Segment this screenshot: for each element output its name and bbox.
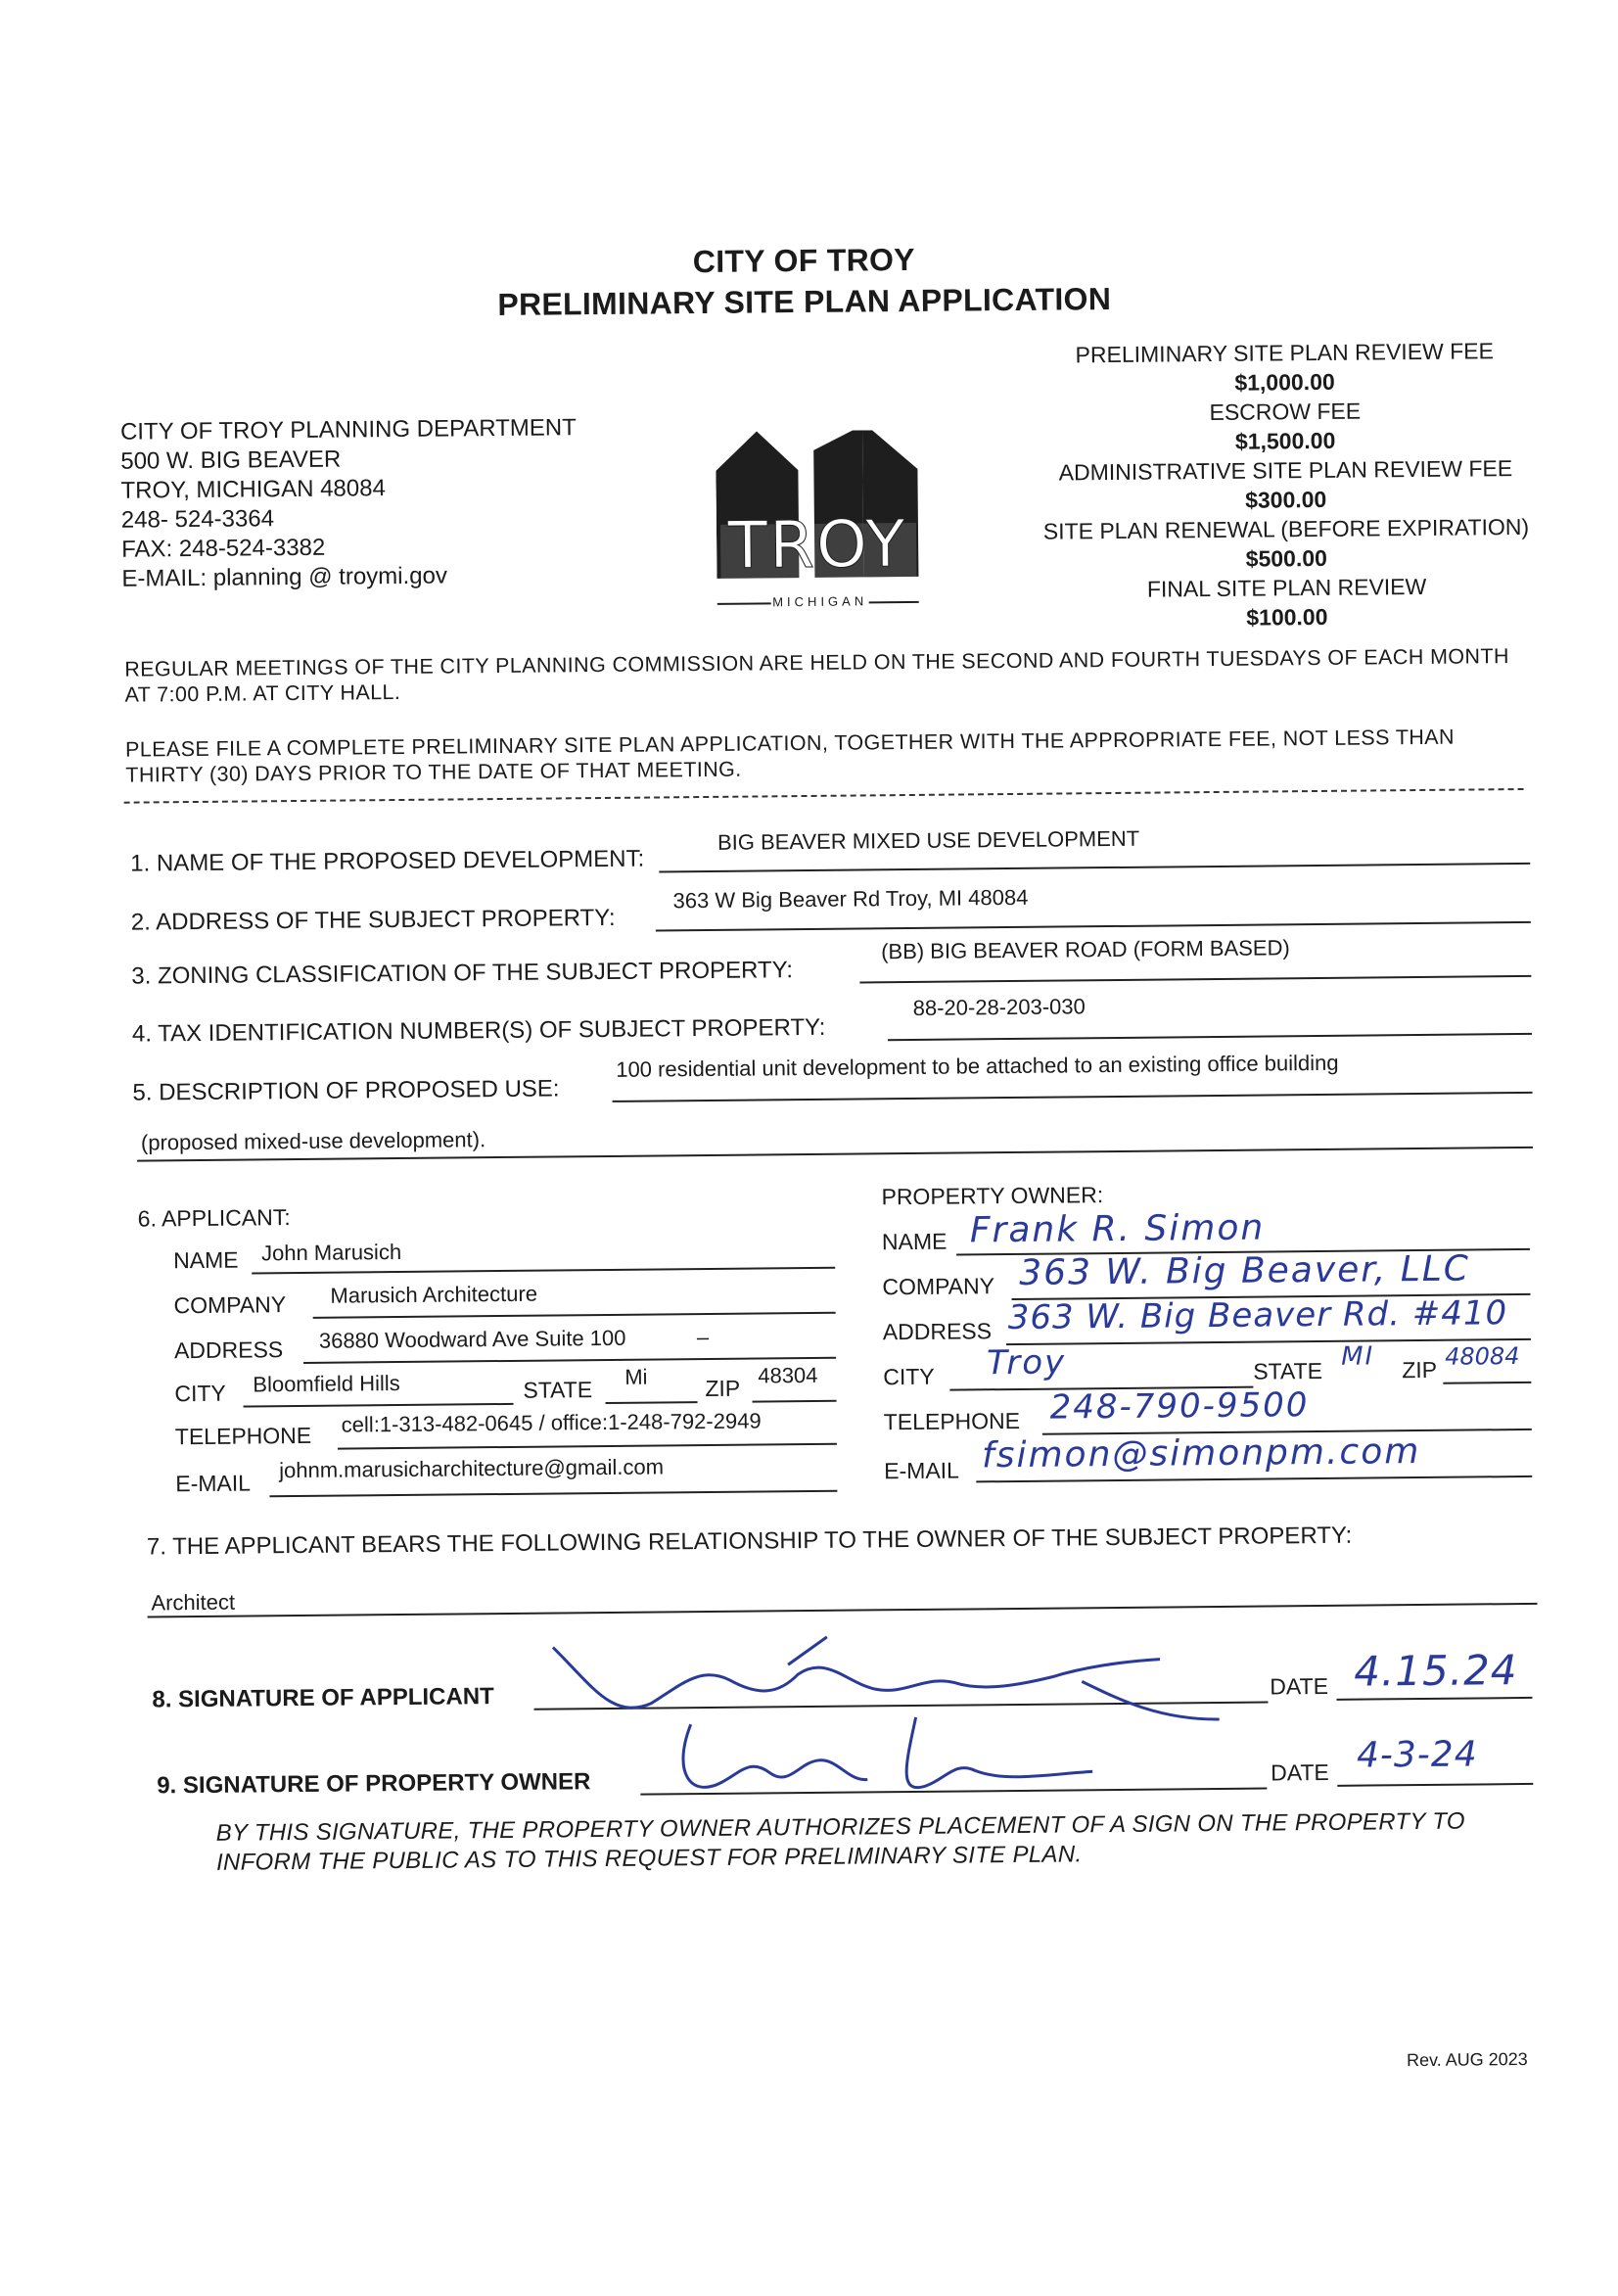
applicant-address-mark: – bbox=[697, 1325, 709, 1350]
revision-note: Rev. AUG 2023 bbox=[1407, 2049, 1528, 2071]
owner-zip[interactable]: 48084 bbox=[1445, 1342, 1520, 1371]
owner-name-label: NAME bbox=[882, 1229, 948, 1256]
troy-logo bbox=[716, 429, 962, 617]
fee-final-amount: $100.00 bbox=[1023, 600, 1551, 634]
owner-date-label: DATE bbox=[1271, 1759, 1329, 1787]
q3-underline bbox=[859, 975, 1531, 984]
form-title-line2: PRELIMINARY SITE PLAN APPLICATION bbox=[384, 280, 1225, 324]
applicant-date[interactable]: 4.15.24 bbox=[1354, 1646, 1518, 1696]
q5-value-continued[interactable]: (proposed mixed-use development). bbox=[141, 1127, 485, 1155]
logo-wordmark: TROY bbox=[717, 506, 919, 584]
applicant-company-underline bbox=[313, 1312, 836, 1319]
q3-label: 3. ZONING CLASSIFICATION OF THE SUBJECT PROPERTY: bbox=[131, 957, 793, 990]
applicant-address-underline bbox=[303, 1357, 836, 1364]
applicant-telephone-label: TELEPHONE bbox=[175, 1423, 312, 1450]
applicant-city-label: CITY bbox=[174, 1381, 226, 1408]
applicant-address-label: ADDRESS bbox=[174, 1336, 283, 1364]
fee-preliminary-amount: $1,000.00 bbox=[1020, 365, 1549, 399]
applicant-zip-underline bbox=[753, 1400, 837, 1403]
applicant-name-label: NAME bbox=[173, 1247, 239, 1275]
fee-renewal-amount: $500.00 bbox=[1022, 541, 1550, 576]
relationship-label: 7. THE APPLICANT BEARS THE FOLLOWING RELATIONSHIP TO THE OWNER OF THE SUBJECT PROPERTY: bbox=[147, 1523, 1353, 1562]
owner-city[interactable]: Troy bbox=[987, 1342, 1066, 1382]
owner-heading: PROPERTY OWNER: bbox=[881, 1182, 1103, 1210]
department-email: E-MAIL: planning @ troymi.gov bbox=[121, 559, 670, 593]
q4-underline bbox=[888, 1033, 1532, 1041]
q1-underline bbox=[659, 863, 1530, 873]
owner-zip-underline bbox=[1443, 1382, 1531, 1384]
meetings-notice: REGULAR MEETINGS OF THE CITY PLANNING COMMISSION ARE HELD ON THE SECOND AND FOURTH TUESDAYS OF EACH MONTH AT 7:00 P.M. AT CITY HALL. bbox=[124, 643, 1524, 708]
applicant-zip[interactable]: 48304 bbox=[758, 1363, 817, 1389]
applicant-address[interactable]: 36880 Woodward Ave Suite 100 bbox=[319, 1326, 626, 1354]
applicant-state[interactable]: Mi bbox=[624, 1365, 647, 1390]
relationship-underline bbox=[148, 1603, 1538, 1618]
fee-final-label: FINAL SITE PLAN REVIEW bbox=[1022, 571, 1550, 605]
applicant-name[interactable]: John Marusich bbox=[261, 1240, 401, 1266]
fee-renewal-label: SITE PLAN RENEWAL (BEFORE EXPIRATION) bbox=[1022, 512, 1550, 546]
applicant-zip-label: ZIP bbox=[705, 1376, 740, 1402]
fee-schedule bbox=[1020, 336, 1551, 634]
applicant-name-underline bbox=[252, 1267, 835, 1275]
applicant-date-underline bbox=[1336, 1697, 1532, 1701]
applicant-company[interactable]: Marusich Architecture bbox=[330, 1282, 537, 1309]
owner-state[interactable]: MI bbox=[1341, 1341, 1374, 1371]
q5-label: 5. DESCRIPTION OF PROPOSED USE: bbox=[132, 1075, 559, 1106]
q1-label: 1. NAME OF THE PROPOSED DEVELOPMENT: bbox=[130, 846, 644, 878]
department-phone: 248- 524-3364 bbox=[121, 500, 670, 535]
fee-preliminary-label: PRELIMINARY SITE PLAN REVIEW FEE bbox=[1020, 336, 1549, 370]
q2-label: 2. ADDRESS OF THE SUBJECT PROPERTY: bbox=[131, 905, 616, 937]
owner-email-underline bbox=[976, 1476, 1532, 1482]
owner-address-label: ADDRESS bbox=[883, 1318, 992, 1345]
q5-underline bbox=[613, 1092, 1533, 1102]
owner-telephone-label: TELEPHONE bbox=[884, 1408, 1021, 1435]
form-title-line1: CITY OF TROY bbox=[383, 239, 1225, 283]
applicant-email[interactable]: johnm.marusicharchitecture@gmail.com bbox=[279, 1454, 664, 1483]
owner-date[interactable]: 4-3-24 bbox=[1357, 1734, 1478, 1775]
applicant-city[interactable]: Bloomfield Hills bbox=[253, 1371, 400, 1397]
q5-value[interactable]: 100 residential unit development to be attached to an existing office building bbox=[616, 1051, 1339, 1083]
department-street: 500 W. BIG BEAVER bbox=[120, 442, 669, 476]
section-divider bbox=[124, 788, 1524, 804]
fee-escrow-amount: $1,500.00 bbox=[1021, 424, 1549, 458]
fee-administrative-amount: $300.00 bbox=[1022, 483, 1550, 517]
applicant-state-label: STATE bbox=[523, 1377, 592, 1404]
filing-notice: PLEASE FILE A COMPLETE PRELIMINARY SITE PLAN APPLICATION, TOGETHER WITH THE APPROPRIATE FEE, NOT LESS THAN THIRTY (30) DAYS PRIOR TO THE DATE OF THAT MEETING. bbox=[125, 724, 1525, 788]
applicant-email-underline bbox=[269, 1490, 837, 1498]
department-city: TROY, MICHIGAN 48084 bbox=[120, 471, 669, 505]
q3-value[interactable]: (BB) BIG BEAVER ROAD (FORM BASED) bbox=[881, 935, 1290, 964]
department-fax: FAX: 248-524-3382 bbox=[121, 530, 670, 564]
q2-value[interactable]: 363 W Big Beaver Rd Troy, MI 48084 bbox=[672, 885, 1028, 914]
owner-signature-label: 9. SIGNATURE OF PROPERTY OWNER bbox=[157, 1768, 590, 1800]
owner-signature-scribble bbox=[631, 1701, 1102, 1813]
owner-email-label: E-MAIL bbox=[884, 1458, 959, 1485]
relationship-value[interactable]: Architect bbox=[151, 1590, 235, 1617]
applicant-date-label: DATE bbox=[1270, 1673, 1328, 1701]
logo-subtitle: MICHIGAN bbox=[771, 593, 869, 609]
applicant-telephone-underline bbox=[338, 1443, 837, 1450]
owner-company-label: COMPANY bbox=[882, 1273, 994, 1300]
owner-city-label: CITY bbox=[883, 1364, 935, 1391]
q4-label: 4. TAX IDENTIFICATION NUMBER(S) OF SUBJECT PROPERTY: bbox=[132, 1014, 826, 1049]
owner-email[interactable]: fsimon@simonpm.com bbox=[982, 1431, 1421, 1476]
owner-company[interactable]: 363 W. Big Beaver, LLC bbox=[1019, 1249, 1470, 1293]
owner-state-label: STATE bbox=[1253, 1358, 1322, 1385]
applicant-company-label: COMPANY bbox=[173, 1291, 286, 1319]
applicant-signature-label: 8. SIGNATURE OF APPLICANT bbox=[152, 1683, 494, 1713]
owner-date-underline bbox=[1337, 1783, 1533, 1787]
q2-underline bbox=[656, 921, 1531, 932]
department-name: CITY OF TROY PLANNING DEPARTMENT bbox=[120, 412, 669, 446]
applicant-email-label: E-MAIL bbox=[175, 1470, 251, 1497]
owner-name[interactable]: Frank R. Simon bbox=[970, 1208, 1266, 1251]
applicant-heading: 6. APPLICANT: bbox=[138, 1204, 291, 1232]
department-address bbox=[120, 412, 670, 593]
applicant-state-underline bbox=[606, 1401, 698, 1404]
q1-value[interactable]: BIG BEAVER MIXED USE DEVELOPMENT bbox=[717, 826, 1139, 856]
q4-value[interactable]: 88-20-28-203-030 bbox=[913, 994, 1086, 1021]
applicant-telephone[interactable]: cell:1-313-482-0645 / office:1-248-792-2949 bbox=[342, 1408, 762, 1437]
authorization-statement: BY THIS SIGNATURE, THE PROPERTY OWNER AUTHORIZES PLACEMENT OF A SIGN ON THE PROPERTY TO INFORM THE PUBLIC AS TO THIS REQUEST FOR PRELIMINARY SITE PLAN. bbox=[216, 1806, 1549, 1878]
owner-address[interactable]: 363 W. Big Beaver Rd. #410 bbox=[1008, 1293, 1508, 1337]
applicant-city-underline bbox=[244, 1403, 514, 1408]
owner-zip-label: ZIP bbox=[1402, 1357, 1437, 1383]
fee-escrow-label: ESCROW FEE bbox=[1021, 395, 1549, 429]
fee-administrative-label: ADMINISTRATIVE SITE PLAN REVIEW FEE bbox=[1021, 453, 1549, 488]
owner-telephone[interactable]: 248-790-9500 bbox=[1049, 1385, 1309, 1428]
